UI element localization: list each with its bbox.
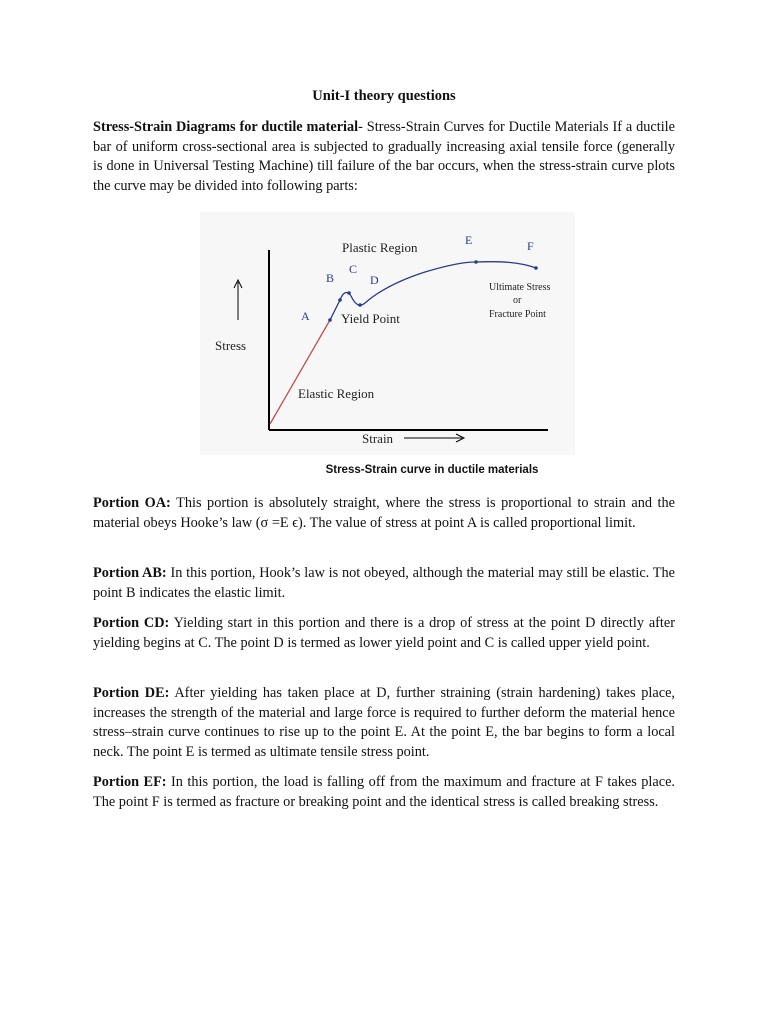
stress-strain-diagram bbox=[200, 212, 575, 455]
portion-ab-heading: Portion AB: bbox=[93, 565, 167, 581]
strain-label: Strain bbox=[362, 431, 394, 446]
point-c-marker bbox=[347, 291, 351, 295]
intro-heading: Stress-Strain Diagrams for ductile material bbox=[93, 119, 359, 135]
page-title: Unit-I theory questions bbox=[312, 88, 456, 104]
portion-de-paragraph bbox=[93, 684, 675, 762]
point-f-label: F bbox=[527, 239, 534, 253]
portion-oa-paragraph bbox=[93, 494, 675, 533]
point-c-label: C bbox=[349, 262, 358, 276]
yield-point-label: Yield Point bbox=[341, 311, 400, 326]
ultimate-or-label: or bbox=[513, 295, 522, 306]
stress-label: Stress bbox=[215, 338, 247, 353]
elastic-region-label: Elastic Region bbox=[298, 386, 375, 401]
point-d-label: D bbox=[370, 273, 379, 287]
point-a-label: A bbox=[301, 309, 310, 323]
portion-oa-heading: Portion OA: bbox=[93, 495, 171, 511]
portion-de-text: After yielding has taken place at D, further straining (strain hardening) takes place, increases the strength of the material and large force is required to further deform the material hence stress–strain curve continues to rise up to the point E. At the point E, the bar begins to form a local neck. The point E is termed as ultimate tensile stress point. bbox=[93, 685, 676, 760]
portion-ab-text: In this portion, Hook’s law is not obeyed, although the material may still be elastic. The point B indicates the elastic limit. bbox=[93, 565, 675, 601]
portion-cd-text: Yielding start in this portion and there is a drop of stress at the point D directly after yielding begins at C. The point D is termed as lower yield point and C is called upper yield point. bbox=[93, 615, 676, 651]
ultimate-stress-label: Ultimate Stress bbox=[489, 282, 551, 293]
point-a-marker bbox=[328, 318, 332, 322]
portion-ef-paragraph bbox=[93, 773, 675, 812]
fracture-point-label: Fracture Point bbox=[489, 309, 546, 320]
portion-cd-paragraph bbox=[93, 614, 675, 653]
point-d-marker bbox=[358, 303, 362, 307]
point-e-marker bbox=[474, 260, 478, 264]
elastic-line bbox=[270, 320, 330, 424]
point-b-marker bbox=[338, 298, 342, 302]
point-b-label: B bbox=[326, 271, 335, 285]
portion-cd-heading: Portion CD: bbox=[93, 615, 170, 631]
point-f-marker bbox=[534, 266, 538, 270]
curve-a-b bbox=[330, 300, 340, 320]
portion-ef-heading: Portion EF: bbox=[93, 774, 167, 790]
portion-ef-text: In this portion, the load is falling off from the maximum and fracture at F takes place. The point F is termed as fracture or breaking point and the identical stress is called breaking stress. bbox=[93, 774, 675, 810]
plastic-region-label: Plastic Region bbox=[342, 240, 418, 255]
portion-ab-paragraph bbox=[93, 564, 675, 603]
intro-text: - Stress-Strain Curves for Ductile Materials If a ductile bar of uniform cross-sectional area is subjected to gradually increasing axial tensile force (generally is done in Universal Testing Machine) till failure of the bar occurs, when the stress-strain curve plots the curve may be divided into following parts: bbox=[93, 119, 675, 194]
figure-caption: Stress-Strain curve in ductile materials bbox=[325, 464, 539, 476]
portion-de-heading: Portion DE: bbox=[93, 685, 170, 701]
intro-paragraph bbox=[93, 118, 675, 196]
portion-oa-text: This portion is absolutely straight, where the stress is proportional to strain and the material obeys Hooke’s law (σ =E ϵ). The value of stress at point A is called proportional limit. bbox=[93, 495, 675, 531]
point-e-label: E bbox=[465, 233, 473, 247]
stress-strain-figure bbox=[200, 212, 575, 455]
